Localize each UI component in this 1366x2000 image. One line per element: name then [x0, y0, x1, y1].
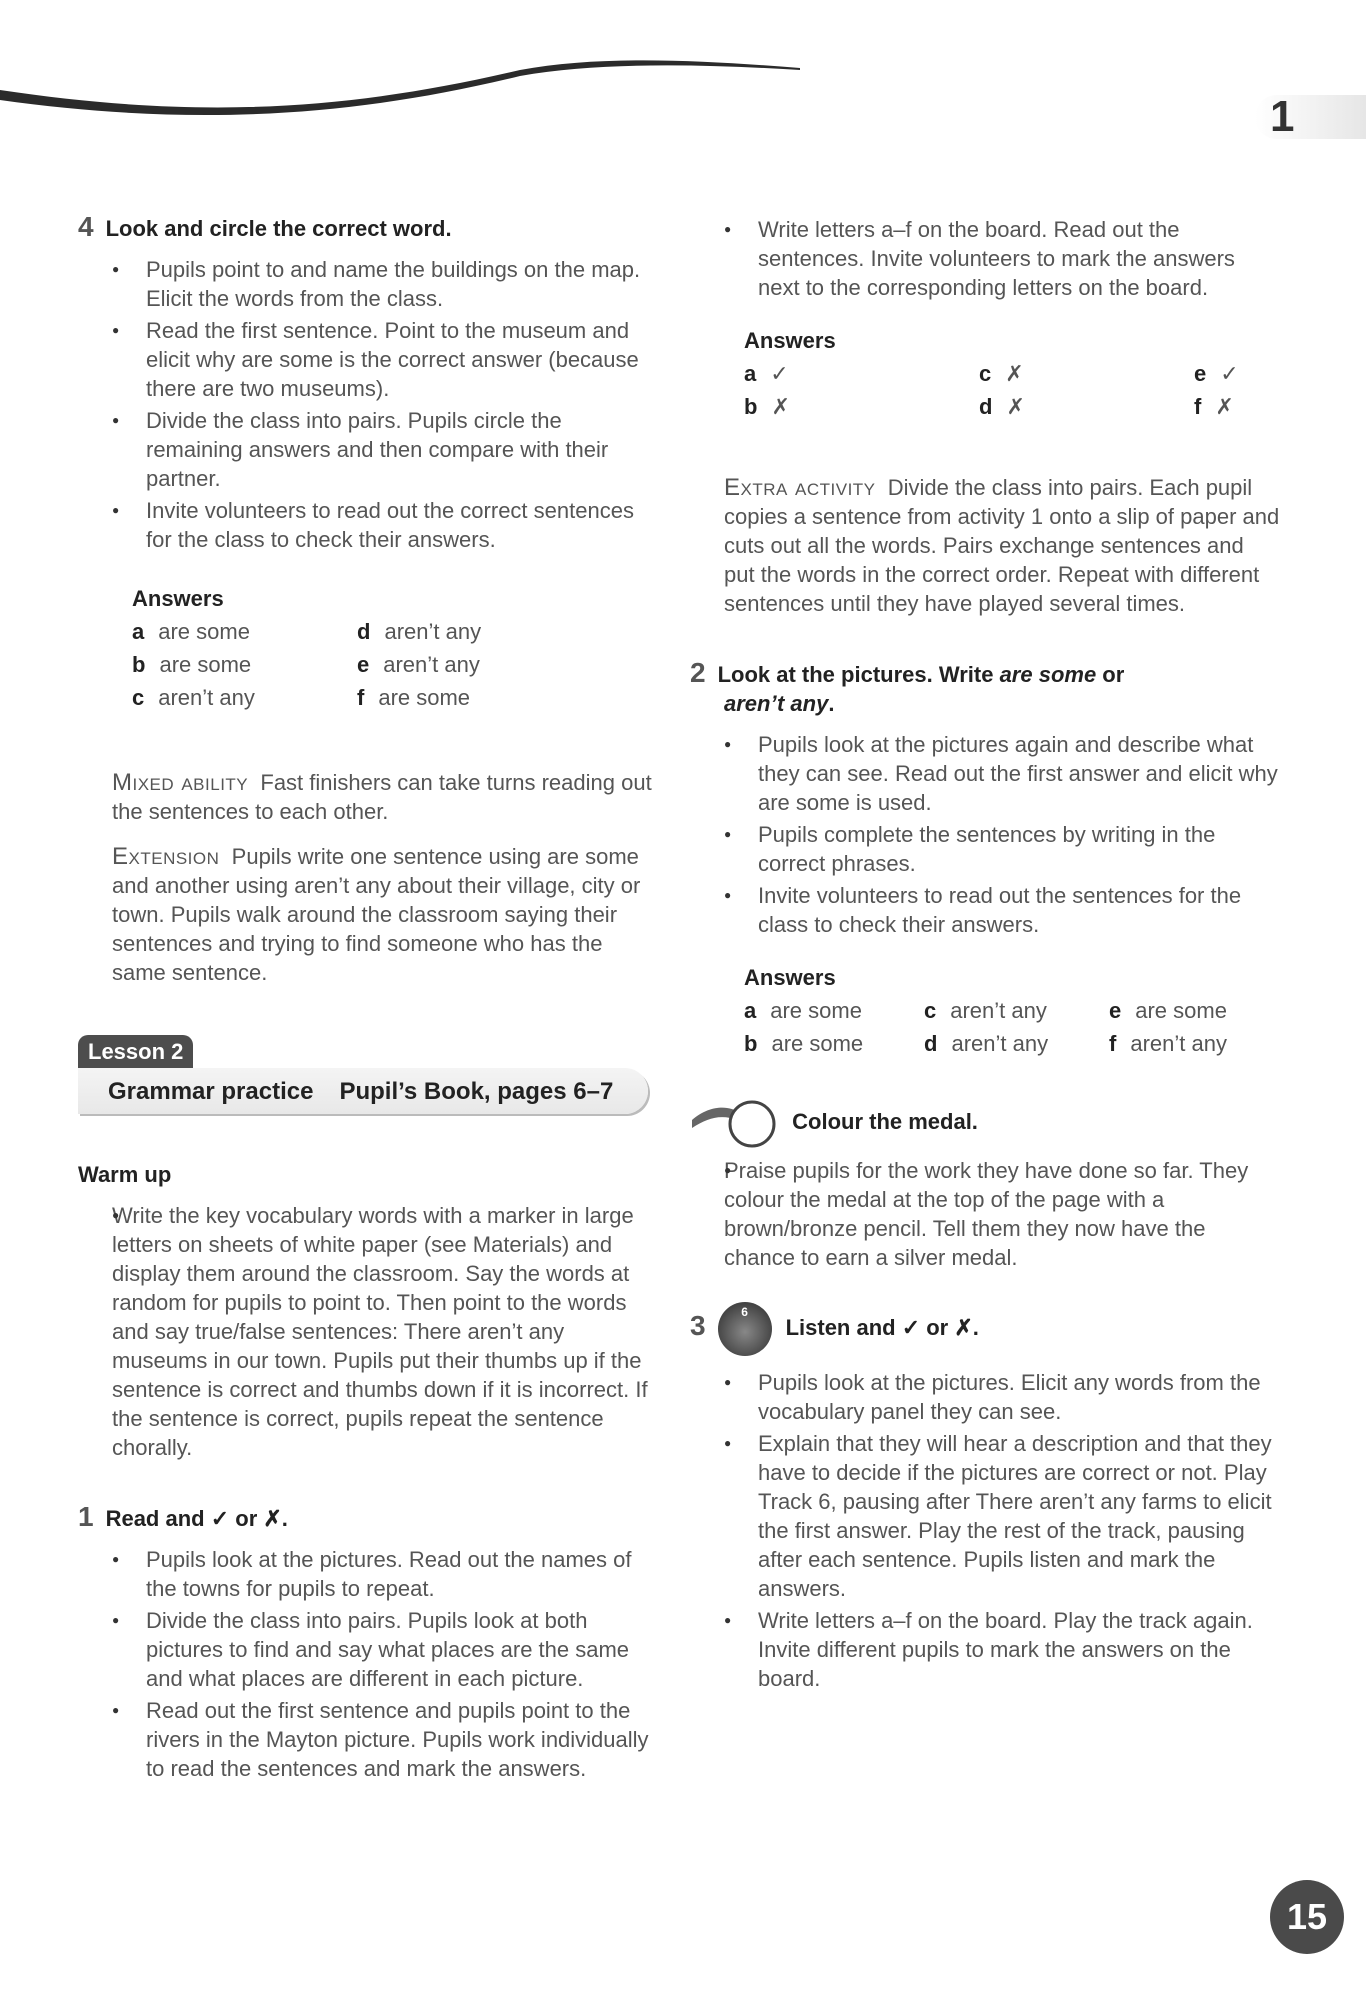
lesson-title-bar [78, 1068, 648, 1114]
section-3-bullets [690, 1368, 1280, 1693]
section-title: Look and circle the correct word. [105, 216, 452, 241]
section-4-bullets [78, 255, 658, 554]
answers-grid [744, 359, 1280, 421]
list-item: ● Pupils look at the pictures. Read out the names of the towns for pupils to repeat. [78, 1545, 658, 1603]
lesson-pages: Pupil’s Book, pages 6–7 [339, 1077, 614, 1105]
lesson-badge: Lesson 2 [78, 1035, 193, 1068]
section-1-bullets [78, 1545, 658, 1783]
answer-item: d ✗ [979, 394, 1025, 419]
answer-item: e are some [1109, 998, 1227, 1023]
medal-icon [690, 1098, 750, 1148]
left-column [78, 212, 658, 1786]
answer-item: d aren’t any [357, 619, 482, 644]
medal-heading [690, 1098, 1280, 1148]
answer-item: f aren’t any [1109, 1031, 1227, 1056]
list-item: ● Invite volunteers to read out the correct sentences for the class to check their answers. [78, 496, 658, 554]
answer-item: b are some [132, 652, 252, 677]
note-label: Extra activity [724, 474, 876, 501]
section-1-heading [78, 1502, 658, 1533]
answers-title: Answers [744, 965, 836, 990]
extra-activity-note [690, 473, 1280, 618]
header-swoosh [0, 40, 1000, 120]
list-item: ● Pupils look at the pictures again and describe what they can see. Read out the first answer and elicit why are some is used. [690, 730, 1280, 817]
section-number: 3 [690, 1309, 706, 1341]
answers-title: Answers [744, 328, 836, 353]
answer-item: c aren’t any [132, 685, 255, 710]
section-4-heading [78, 212, 658, 243]
right-column [690, 215, 1280, 1696]
list-item: ● Read out the first sentence and pupils point to the rivers in the Mayton picture. Pupils work individually to read the sentences and mark the answers. [78, 1696, 658, 1783]
section-number: 4 [78, 211, 94, 242]
list-item: ● Invite volunteers to read out the sentences for the class to check their answers. [690, 881, 1280, 939]
note-text: Fast finishers can take turns reading out the sentences to each other. [112, 770, 652, 824]
note-label: Mixed ability [112, 769, 249, 796]
list-item: ● Read the first sentence. Point to the museum and elicit why are some is the correct answer (because there are two museums). [78, 316, 658, 403]
lesson-header [78, 1035, 658, 1114]
note-label: Extension [112, 843, 220, 870]
list-item: ● Pupils complete the sentences by writing in the correct phrases. [690, 820, 1280, 878]
answer-item: e ✓ [1194, 361, 1239, 386]
list-item: ● Divide the class into pairs. Pupils look at both pictures to find and say what places are the same and what places are different in each picture. [78, 1606, 658, 1693]
section-2-answers [690, 963, 1280, 1058]
answer-item: a are some [132, 619, 250, 644]
note-text: Divide the class into pairs. Each pupil copies a sentence from activity 1 onto a slip of paper and cuts out all the words. Pairs exchange sentences and put the words in the correct order. Repeat with different sentences until they have played several times. [724, 475, 1280, 616]
section-number: 1 [78, 1501, 94, 1532]
section-2-heading: 2 Look at the pictures. Write are some or aren’t any. [690, 657, 1125, 716]
answer-item: f ✗ [1194, 394, 1234, 419]
warmup-bullets [78, 1201, 658, 1462]
extension-note [78, 842, 658, 987]
mixed-ability-note [78, 768, 658, 826]
top-bullets [690, 215, 1280, 302]
warmup-heading: Warm up [78, 1162, 172, 1187]
answer-item: c aren’t any [924, 998, 1047, 1023]
page-number: 15 [1270, 1880, 1344, 1954]
answer-item: a ✓ [744, 361, 789, 386]
list-item: ● Pupils look at the pictures. Elicit any words from the vocabulary panel they can see. [690, 1368, 1280, 1426]
section-4-answers [78, 584, 658, 712]
note-text: Pupils write one sentence using are some and another using aren’t any about their village, city or town. Pupils walk around the classroom saying their sentences and trying to find someone who has the same sentence. [112, 844, 641, 985]
list-item: ● Praise pupils for the work they have done so far. They colour the medal at the top of the page with a brown/bronze pencil. Tell them they now have the chance to earn a silver medal. [690, 1156, 1280, 1272]
unit-number: 1 [1270, 92, 1295, 141]
list-item: ● Write letters a–f on the board. Play the track again. Invite different pupils to mark the answers on the board. [690, 1606, 1280, 1693]
answers-grid [132, 617, 658, 712]
list-item: ● Write letters a–f on the board. Read out the sentences. Invite volunteers to mark the answers next to the corresponding letters on the board. [690, 215, 1280, 302]
list-item: ● Divide the class into pairs. Pupils circle the remaining answers and then compare with their partner. [78, 406, 658, 493]
section-title: Listen and ✓ or ✗. [785, 1314, 979, 1340]
list-item: ● Pupils point to and name the buildings on the map. Elicit the words from the class. [78, 255, 658, 313]
answers-grid [744, 996, 1280, 1058]
lesson-title: Grammar practice [108, 1077, 314, 1105]
answer-item: c ✗ [979, 361, 1024, 386]
answer-item: e aren’t any [357, 652, 480, 677]
answer-item: a are some [744, 998, 862, 1023]
section-3-heading [690, 1302, 1280, 1356]
section-title: Colour the medal. [792, 1108, 978, 1134]
answer-item: b ✗ [744, 394, 790, 419]
list-item: ● Explain that they will hear a description and that they have to decide if the pictures are correct or not. Play Track 6, pausing after There aren’t any farms to elicit the first answer. Play the rest of the track, pausing after each sentence. Pupils listen and mark the answers. [690, 1429, 1280, 1603]
answer-item: b are some [744, 1031, 864, 1056]
list-item: ● Write the key vocabulary words with a marker in large letters on sheets of white paper (see Materials) and display them around the classroom. Say the words at random for pupils to point to. Then point to the words and say true/false sentences: There aren’t any museums in our town. Pupils put their thumbs up if the sentence is correct and thumbs down if it is incorrect. If the sentence is correct, pupils repeat the sentence chorally. [78, 1201, 658, 1462]
medal-bullets [690, 1156, 1280, 1272]
section-2-bullets [690, 730, 1280, 939]
section-title: Read and ✓ or ✗. [105, 1506, 288, 1531]
section-number: 2 [690, 657, 706, 688]
section-1-answers [690, 326, 1280, 421]
audio-track-icon: 6 [718, 1302, 772, 1356]
answer-item: d aren’t any [924, 1031, 1049, 1056]
answers-title: Answers [132, 586, 224, 611]
answer-item: f are some [357, 685, 471, 710]
